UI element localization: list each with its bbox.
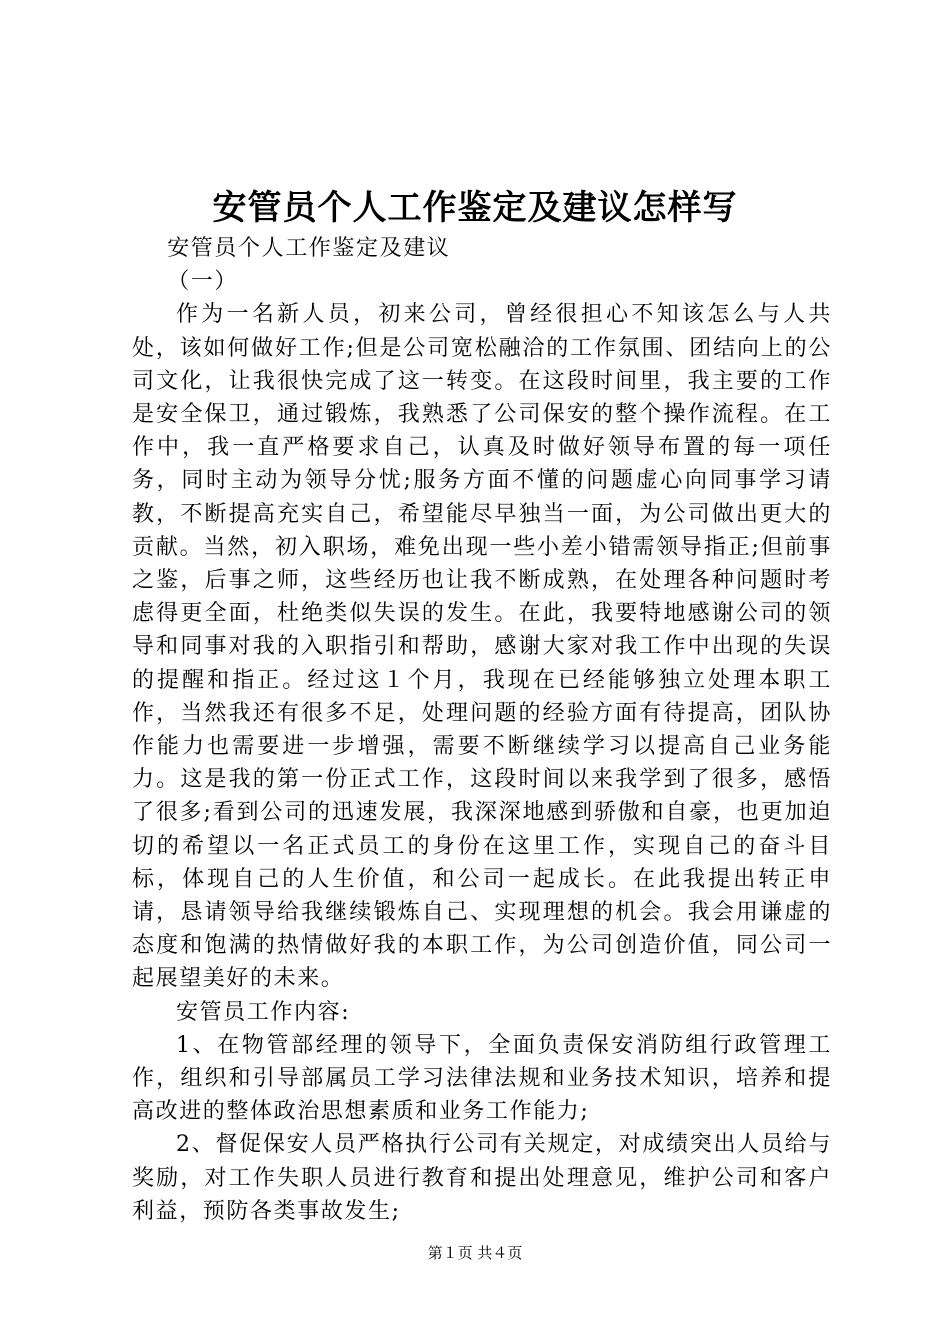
body-paragraph: 作为一名新人员，初来公司，曾经很担心不知该怎么与人共处，该如何做好工作;但是公司宽松融洽的工作氛围、团结向上的公司文化，让我很快完成了这一转变。在这段时间里，我主要的工作是安全保卫，通过锻炼，我熟悉了公司保安的整个操作流程。在工作中，我一直严格要求自己，认真及时做好领导布置的每一项任务，同时主动为领导分忧;服务方面不懂的问题虚心向同事学习请教，不断提高充实自己，希望能尽早独当一面，为公司做出更大的贡献。当然，初入职场，难免出现一些小差小错需领导指正;但前事之鉴，后事之师，这些经历也让我不断成熟，在处理各种问题时考虑得更全面，杜绝类似失误的发生。在此，我要特地感谢公司的领导和同事对我的入职指引和帮助，感谢大家对我工作中出现的失误的提醒和指正。经过这１个月，我现在已经能够独立处理本职工作，当然我还有很多不足，处理问题的经验方面有待提高，团队协作能力也需要进一步增强，需要不断继续学习以提高自己业务能力。这是我的第一份正式工作，这段时间以来我学到了很多，感悟了很多;看到公司的迅速发展，我深深地感到骄傲和自豪，也更加迫切的希望以一名正式员工的身份在这里工作，实现自己的奋斗目标，体现自己的人生价值，和公司一起成长。在此我提出转正申请，恳请领导给我继续锻炼自己、实现理想的机会。我会用谦虚的态度和饱满的热情做好我的本职工作，为公司创造价值，同公司一起展望美好的未来。 xyxy=(132,302,832,992)
page-footer: 第１页 共４页 xyxy=(427,1244,523,1262)
section-marker: （一） xyxy=(167,269,238,295)
document-subtitle: 安管员个人工作鉴定及建议 xyxy=(167,236,451,261)
body-paragraph: 2、督促保安人员严格执行公司有关规定，对成绩突出人员给与奖励，对工作失职人员进行教育和提出处理意见，维护公司和客户利益，预防各类事故发生; xyxy=(132,1132,832,1224)
document-body xyxy=(132,232,832,1228)
document-title: 安管员个人工作鉴定及建议怎样写 xyxy=(212,188,738,228)
body-paragraph: 安管员工作内容: xyxy=(176,999,351,1025)
body-paragraph: 1、在物管部经理的领导下，全面负责保安消防组行政管理工作，组织和引导部属员工学习法律法规和业务技术知识，培养和提高改进的整体政治思想素质和业务工作能力; xyxy=(132,1032,832,1125)
